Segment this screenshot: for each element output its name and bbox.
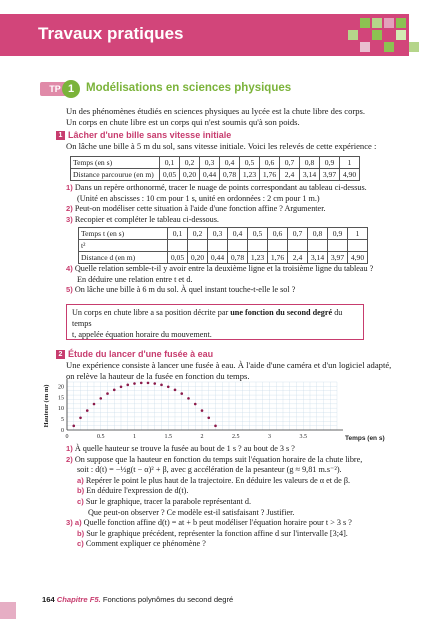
data-table-1: Temps (en s) 0,1 0,2 0,3 0,4 0,5 0,6 0,7 0,8 0,9 1 Distance parcourue (en m) 0,05 0,20 0,44 0,78 1,23 1,76 2,4 3,14 3,97 4,90: [70, 156, 360, 181]
x-tick-label: 2: [200, 434, 204, 440]
section2-title: Étude du lancer d'une fusée à eau: [68, 349, 214, 359]
data-point: [207, 416, 210, 419]
data-point: [113, 389, 116, 392]
x-tick-label: 0: [65, 434, 69, 440]
data-point: [174, 389, 177, 392]
data-point: [99, 397, 102, 400]
data-point: [72, 425, 75, 428]
definition-box: Un corps en chute libre a sa position décrite par une fonction du second degré du temps t, appelée équation horaire du mouvement.: [66, 304, 364, 340]
tp-title: Modélisations en sciences physiques: [86, 82, 292, 94]
data-point: [153, 382, 156, 385]
tp-badge: TP: [40, 82, 70, 96]
chapter-label: Chapitre F5.: [56, 595, 101, 604]
data-table-2: Temps t (en s) 0,1 0,2 0,3 0,4 0,5 0,6 0,7 0,8 0,9 1 t² Distance d (en m) 0,05 0,20 0,44 0,78 1,23 1,76 2,4 3,14 3,97 4,90: [78, 227, 368, 264]
section2-questions: 1) À quelle hauteur se trouve la fusée au bout de 1 s ? au bout de 3 s ? 2) On suppose que la hauteur en fonction du temps suit l'équation horaire de la chute libre, soit : d(t) = −½g(t − α)² + β, avec g accélération de la pesanteur (g ≈ 9,81 m.s⁻²). a) Repérer le point le plus haut de la trajectoire. En déduire les valeurs de α et de β. b) En déduire l'expression de d(t). c) Sur le graphique, tracer la parabole représentant d. Que peut-on observer ? Ce modèle est-il satisfaisant ? Justifier. 3) a) Quelle fonction affine d(t) = at + b peut modéliser l'équation horaire pour t > 3 s ? b) Sur le graphique précédent, représenter la fonction affine d sur l'intervalle [3;4]. c) Comment expliquer ce phénomène ?: [66, 444, 363, 549]
x-tick-label: 3: [268, 434, 271, 440]
page-title: Travaux pratiques: [38, 24, 184, 43]
data-point: [79, 416, 82, 419]
data-point: [120, 386, 123, 389]
data-point: [147, 382, 150, 385]
data-point: [187, 397, 190, 400]
x-tick-label: 0.5: [97, 434, 105, 440]
data-point: [167, 386, 170, 389]
y-tick-label: 10: [58, 406, 64, 413]
section2-lead: Une expérience consiste à lancer une fusée à eau. À l'aide d'une caméra et d'un logiciel adapté, on relève la hauteur de la fusée en fonction du temps.: [66, 360, 392, 381]
data-point: [140, 382, 143, 385]
side-tab: [0, 602, 16, 619]
tp-number: 1: [62, 80, 80, 98]
section1-lead: On lâche une bille à 5 m du sol, sans vitesse initiale. Voici les relevés de cette expérience :: [66, 141, 377, 151]
data-point: [93, 403, 96, 406]
data-point: [126, 384, 129, 387]
data-point: [201, 409, 204, 412]
x-tick-label: 1: [133, 434, 136, 440]
y-tick-label: 15: [58, 395, 64, 402]
data-point: [160, 384, 163, 387]
trajectory-chart: [40, 378, 410, 446]
data-point: [180, 392, 183, 395]
chapter-title: Fonctions polynômes du second degré: [102, 595, 234, 604]
y-tick-label: 0: [61, 428, 64, 434]
x-axis-label: Temps (en s): [345, 435, 385, 442]
x-tick-label: 3.5: [299, 434, 307, 440]
section1-questions-2: 4) Quelle relation semble-t-il y avoir entre la deuxième ligne et la troisième ligne du tableau ? En déduire une relation entre t et d. 5) On lâche une bille à 6 m du sol. À quel instant touche-t-elle le sol ?: [66, 264, 374, 295]
section1-number: 1: [56, 131, 65, 140]
footer: [42, 595, 233, 604]
data-point: [106, 392, 109, 395]
x-tick-label: 1.5: [164, 434, 172, 440]
data-point: [214, 425, 217, 428]
y-tick-label: 5: [61, 417, 64, 424]
y-tick-label: 20: [58, 384, 64, 391]
page-number: 164: [42, 595, 55, 604]
y-axis-label: Hauteur (en m): [43, 384, 50, 428]
section1-title: Lâcher d'une bille sans vitesse initiale: [68, 130, 232, 140]
section2-number: 2: [56, 350, 65, 359]
x-tick-label: 2.5: [232, 434, 240, 440]
data-point: [133, 382, 136, 385]
section1-questions: 1) Dans un repère orthonormé, tracer le nuage de points correspondant au tableau ci-dessus. (Unité en abscisses : 10 cm pour 1 s, unité en ordonnées : 2 cm pour 1 m.) 2) Peut-on modéliser cette situation à l'aide d'une fonction affine ? Argumenter. 3) Recopier et compléter le tableau ci-dessous.: [66, 183, 367, 224]
data-point: [194, 403, 197, 406]
intro-paragraph: Un des phénomènes étudiés en sciences physiques au lycée est la chute libre des corps. Un corps en chute libre est un corps qui n'est soumis qu'à son poids.: [66, 106, 366, 127]
data-point: [86, 409, 89, 412]
